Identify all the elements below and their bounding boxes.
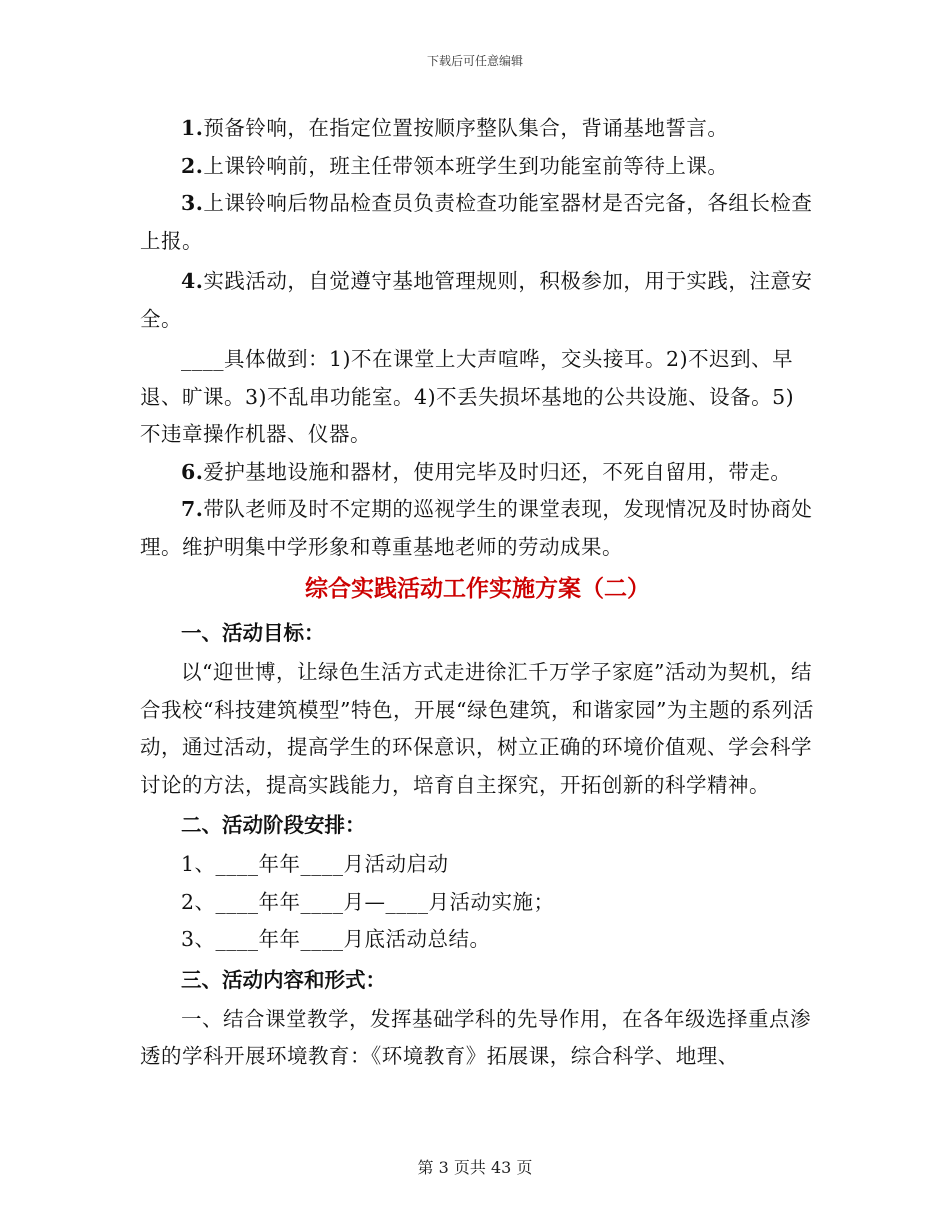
list-item: 4.实践活动，自觉遵守基地管理规则，积极参加，用于实践，注意安全。	[140, 269, 813, 331]
page-header: 下载后可任意编辑	[426, 54, 523, 68]
heading-goals: 一、活动目标：	[181, 621, 325, 645]
schedule-item: 1、____年年____月活动启动	[181, 852, 449, 876]
schedule-item: 3、____年年____月底活动总结。	[181, 927, 491, 951]
heading-schedule: 二、活动阶段安排：	[181, 813, 366, 837]
list-item: 6.爱护基地设施和器材，使用完毕及时归还，不死自留用，带走。	[181, 459, 792, 484]
list-item: 2.上课铃响前，班主任带领本班学生到功能室前等待上课。	[181, 153, 729, 178]
section-title: 综合实践活动工作实施方案（二）	[305, 575, 650, 602]
heading-content: 三、活动内容和形式：	[181, 967, 386, 992]
list-item: 3.上课铃响后物品检查员负责检查功能室器材是否完备，各组长检查上报。	[140, 191, 813, 253]
paragraph-goals: 以“迎世博，让绿色生活方式走进徐汇千万学子家庭”活动为契机，结合我校“科技建筑模型”特色，开展“绿色建筑，和谐家园”为主题的系列活动，通过活动，提高学生的环保意识，树立正确的环境价值观、学会科学讨论的方法，提高实践能力，培育自主探究，开拓创新的科学精神。	[140, 660, 814, 797]
document-body	[140, 110, 815, 1076]
schedule-item: 2、____年年____月—____月活动实施；	[181, 889, 555, 914]
paragraph-content: 一、结合课堂教学，发挥基础学科的先导作用，在各年级选择重点渗透的学科开展环境教育：《环境教育》拓展课，综合科学、地理、	[140, 1006, 811, 1068]
list-item: 1.预备铃响，在指定位置按顺序整队集合，背诵基地誓言。	[181, 116, 729, 140]
list-item: ____具体做到：1)不在课堂上大声喧哗，交头接耳。2)不迟到、早退、旷课。3)不乱串功能室。4)不丢失损坏基地的公共设施、设备。5)不违章操作机器、仪器。	[140, 347, 795, 446]
list-item: 7.带队老师及时不定期的巡视学生的课堂表现，发现情况及时协商处理。维护明集中学形象和尊重基地老师的劳动成果。	[140, 497, 813, 559]
page-footer: 第 3 页共 43 页	[417, 1158, 533, 1177]
